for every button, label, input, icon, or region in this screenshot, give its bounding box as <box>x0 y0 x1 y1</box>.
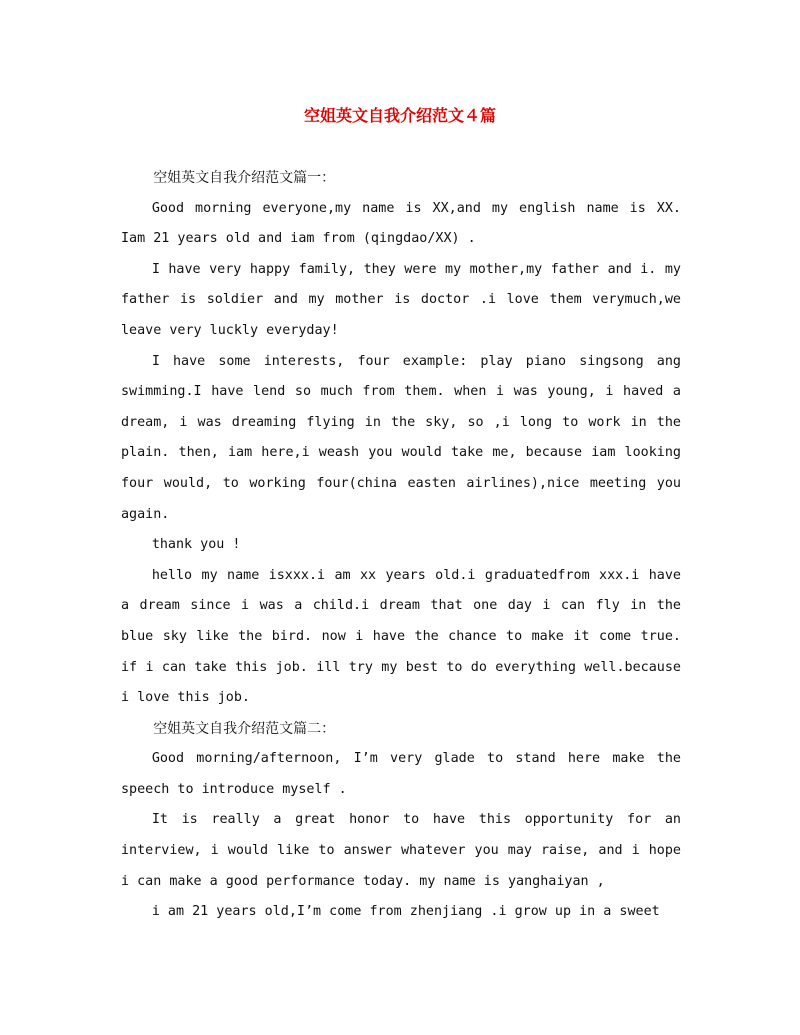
paragraph: Good morning everyone,my name is XX,and my english name is XX. Iam 21 years old and iam from (qingdao/XX) . <box>121 200 681 247</box>
paragraph: I have very happy family, they were my mother,my father and i. my father is soldier and my mother is doctor .i love them verymuch,we leave very luckly everyday! <box>121 261 681 338</box>
paragraph: hello my name isxxx.i am xx years old.i graduatedfrom xxx.i have a dream since i was a child.i dream that one day i can fly in the blue sky like the bird. now i have the chance to make it come true. if i can take this job. ill try my best to do everything well.because i love this job. <box>121 567 681 706</box>
section-heading-2: 空姐英文自我介绍范文篇二： <box>153 720 336 737</box>
paragraph: Good morning/afternoon, I’m very glade to stand here make the speech to introduce myself . <box>121 751 681 797</box>
document-body <box>121 163 681 928</box>
document-title: 空姐英文自我介绍范文４篇 <box>303 106 496 125</box>
paragraph: i am 21 years old,I’m come from zhenjiang .i grow up in a sweet <box>151 904 660 920</box>
section-heading-1: 空姐英文自我介绍范文篇一： <box>153 170 336 186</box>
paragraph: thank you ! <box>151 537 241 553</box>
paragraph: It is really a great honor to have this opportunity for an interview, i would like to answer whatever you may raise, and i hope i can make a good performance today. my name is yanghaiyan , <box>121 812 681 889</box>
paragraph: I have some interests, four example: play piano singsong ang swimming.I have lend so much from them. when i was young, i haved a dream, i was dreaming flying in the sky, so ,i long to work in the plain. then, iam here,i weash you would take me, because iam looking four would, to working four(china easten airlines),nice meeting you again. <box>121 353 681 522</box>
